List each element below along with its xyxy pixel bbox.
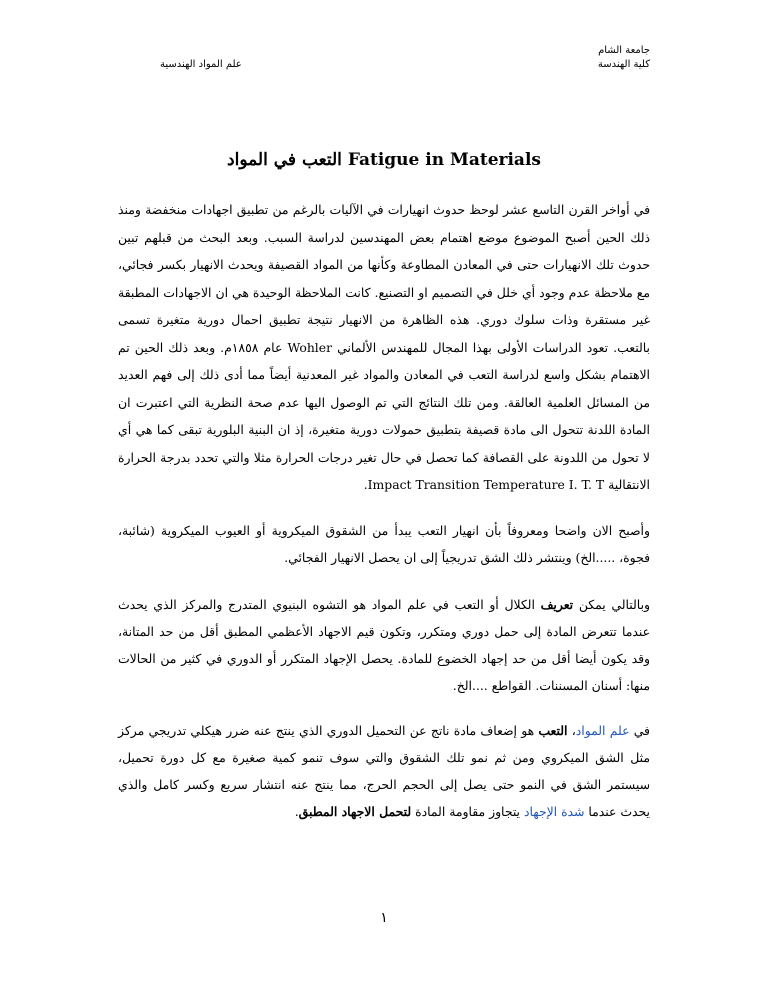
paragraph-microcracks: وأصبح الان واضحا ومعروفاً بأن انهيار التعب يبدأ من الشقوق الميكروية أو العيوب الميكروية (شائبة، فجوة، .....الخ) وينتشر ذلك الشق تدريجياً إلى ان يحصل الانهيار الفجائي. — [118, 522, 650, 565]
definition-text-end: الكلال أو التعب في علم المواد هو التشوه البنيوي المتدرج والمركز الذي يحدث عندما تتعرض المادة إلى حمل دوري ومتكرر، وتكون قيم الاجهاد الأعظمي المطبق أقل من حد المتانة، وقد يكون أيضا أقل من حد إجهاد الخضوع للمادة. يحصل الإجهاد المتكرر أو الدوري في كثير من الحالات منها: أسنان المسننات. القواطع ....الخ. — [118, 596, 650, 693]
link-materials-science[interactable]: علم المواد — [575, 722, 630, 738]
text-segment: . — [294, 803, 299, 819]
header-institution — [450, 44, 650, 72]
paragraph-history: في أواخر القرن التاسع عشر لوحظ حدوث انهيارات في الآليات بالرغم من تطبيق اجهادات منخفضة ومنذ ذلك الحين أصبح الموضوع موضع اهتمام بعض المهندسين لدراسة السبب. وبعد البحث من قبلهم تبين حدوث تلك الانهيارات حتى في المعادن المطاوعة وكأنها من المواد القصيفة ويحدث الانهيار بكسر فجائي، مع ملاحظة عدم وجود أي خلل في التصميم او التصنيع. كانت الملاحظة الوحيدة هي ان الاجهادات المطبقة غير مستقرة وذات سلوك دوري. هذه الظاهرة من الانهيار نتيجة تطبيق احمال دورية متغيرة تسمى بالتعب. تعود الدراسات الأولى بهذا المجال للمهندس الألماني Wohler عام ١٨٥٨م. وبعد ذلك الحين تم الاهتمام بشكل واسع لدراسة التعب في المعادن والمواد غير المعدنية أيضاً مما أدى ذلك إلى فهم العديد من المسائل العلمية العالقة. ومن تلك النتائج التي تم الوصول اليها عدم صحة النظرية التي اعتبرت ان المادة اللدنة تتحول الى مادة قصيفة بتطبيق حمولات دورية متغيرة، إذ ان البنية البلورية تبقى كما هي أي لا تحول من اللدونة على القصافة كما تحصل في حال تغير درجات الحرارة مثلا والتي تحدد بدرجة الحرارة الانتقالية Impact Transition Temperature I. T. T. — [118, 202, 651, 492]
paragraph-fatigue-description — [118, 717, 650, 825]
paragraph-definition — [118, 591, 650, 699]
university-name: جامعة الشام — [598, 45, 650, 56]
definition-term: تعريف — [540, 596, 574, 612]
definition-text-start: وبالتالي يمكن — [573, 596, 650, 612]
text-segment: هو إضعاف مادة ناتج عن التحميل الدوري الذي ينتج عنه ضرر هيكلي تدريجي مركز مثل الشق الميكروي ومن ثم نمو تلك الشقوق والتي سوف تنمو كمية صغيرة مع كل دورة تحميل، سيستمر الشق في النمو حتى يصل إلى الحجم الحرج، مما ينتج عنه انتشار سريع وكسر كامل والذي يحدث عندما — [118, 722, 650, 819]
document-body — [118, 196, 650, 825]
applied-stress-term: لتحمل الاجهاد المطبق — [298, 803, 412, 819]
document-title: التعب في المواد Fatigue in Materials — [227, 150, 541, 170]
faculty-name: كلية الهندسة — [597, 59, 650, 70]
text-segment: يتجاوز مقاومة المادة — [411, 803, 524, 819]
text-segment: في — [629, 722, 650, 738]
page-number: ١ — [380, 910, 388, 926]
fatigue-term: التعب — [538, 722, 568, 738]
course-name: علم المواد الهندسية — [160, 59, 242, 70]
text-segment: ، — [567, 722, 576, 738]
link-stress-intensity[interactable]: شدة الإجهاد — [523, 803, 585, 819]
